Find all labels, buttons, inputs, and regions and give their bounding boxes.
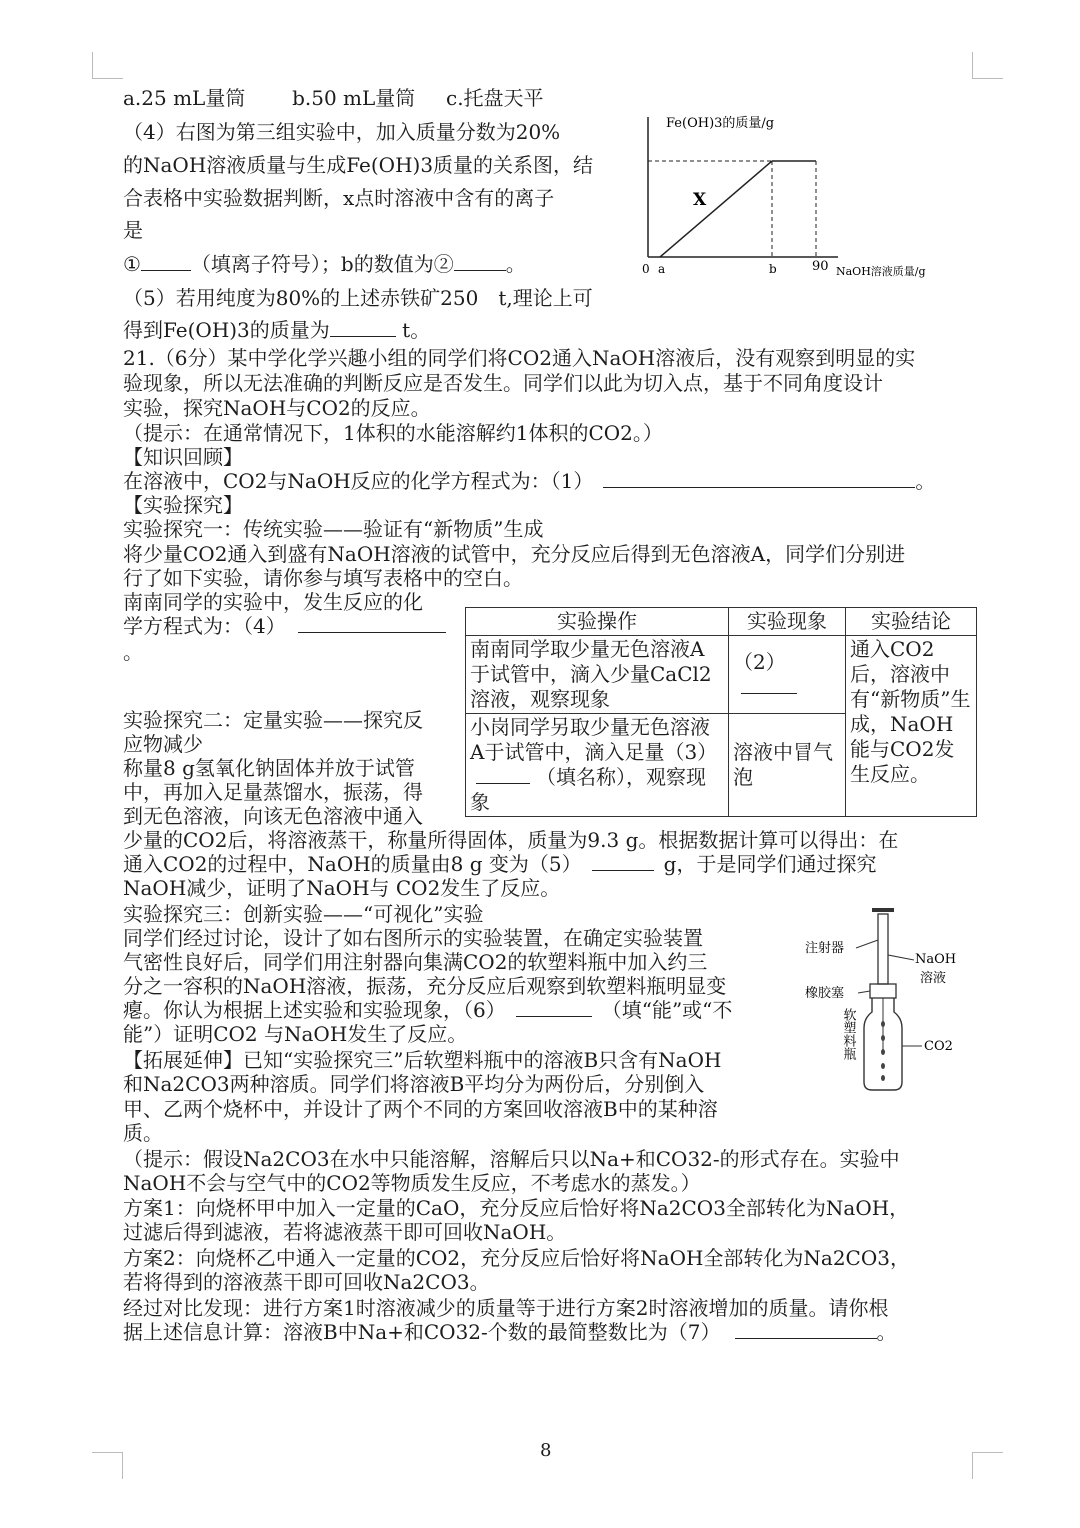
label-solution: 溶液 [920,971,947,986]
q4-line1: （4）右图为第三组实验中，加入质量分数为20% [123,120,561,144]
syringe-pointer [856,940,878,948]
header-phenomenon: 实验现象 [729,608,846,636]
exp2-text-end: g，于是同学们通过探究 [663,852,877,876]
syringe-plunger-top [872,908,894,912]
answer-blank-1[interactable] [141,252,191,271]
period: 。 [505,252,526,276]
nn-line2 [123,614,446,638]
point-x-label: X [693,190,707,210]
row2-op-text: 小岗同学另取少量无色溶液A于试管中，滴入足量（3） [470,715,718,764]
nn-line3: 。 [123,640,143,664]
tick-b: b [769,262,777,276]
stopper-pointer [858,991,870,993]
exp2-line7 [123,852,876,876]
q5-line2 [123,318,430,342]
blank-number-1: ① [123,252,141,276]
answer-blank-5[interactable] [592,852,654,871]
exp1-line2: 行了如下实验，请你参与填写表格中的空白。 [123,566,523,590]
row2-op-end: （填名称），观察现象 [470,765,706,814]
nn-text: 学方程式为：（4） [123,614,286,638]
q5-text: 得到Fe(OH)3的质量为 [123,318,330,342]
exp3-line4 [123,998,732,1022]
tick-0: 0 [642,262,650,276]
blank-number-2: （2） [733,649,786,674]
exp2-line3: 称量8 g氢氧化钠固体并放于试管 [123,756,415,780]
exp3-text-end: （填“能”或“不 [601,998,733,1022]
label-naoh: NaOH [915,952,957,967]
exp2-line5: 到无色溶液，向该无色溶液中通入 [123,804,423,828]
chart-xlabel: NaOH溶液质量/g [836,265,926,278]
fe-oh3-chart [630,105,960,285]
exp3-line3: 分之一容积的NaOH溶液，振荡，充分反应后观察到软塑料瓶明显变 [123,974,727,998]
period: 。 [876,1320,897,1344]
option-c: c.托盘天平 [446,86,544,110]
ext-line4: 质。 [123,1121,163,1145]
nn-line1: 南南同学的实验中，发生反应的化 [123,590,423,614]
naoh-pointer [888,955,914,960]
q4-line3: 合表格中实验数据判断，x点时溶液中含有的离子 [123,186,555,210]
conclusion-cell: 通入CO2后，溶液中有“新物质”生成，NaOH能与CO2发生反应。 [846,636,977,817]
plan1-line1: 方案1：向烧杯甲中加入一定量的CaO，充分反应后恰好将Na2CO3全部转化为NaOH， [123,1196,910,1220]
label-co2: CO2 [924,1039,953,1054]
exp2-line4: 中，再加入足量蒸馏水，振荡，得 [123,780,423,804]
tick-a: a [658,262,666,276]
q4-line5 [123,252,526,276]
corner-mark [972,1452,1003,1479]
exp2-line6: 少量的CO2后，将溶液蒸干，称量所得固体，质量为9.3 g。根据数据计算可以得出：在 [123,828,899,852]
answer-blank-4[interactable] [298,614,446,633]
option-b: b.50 mL量筒 [292,86,416,110]
q4-line4: 是 [123,218,143,242]
answer-blank-1-eq[interactable] [603,469,915,488]
experiment-table [465,607,977,817]
exp3-text: 瘪。你认为根据上述实验和实验现象，（6） [123,998,506,1022]
final-line2 [123,1320,897,1344]
q21-p2: 验现象，所以无法准确的判断反应是否发生。同学们以此为切入点，基于不同角度设计 [123,371,883,395]
period: 。 [915,469,936,493]
q5-line1: （5）若用纯度为80%的上述赤铁矿250 t,理论上可 [123,286,593,310]
answer-blank-2-table[interactable] [741,675,797,694]
row1-phenomenon [729,636,846,714]
answer-blank-q5[interactable] [330,318,396,337]
final-text: 据上述信息计算：溶液B中Na+和CO32-个数的最简整数比为（7） [123,1320,721,1344]
exp1-line1: 将少量CO2通入到盛有NaOH溶液的试管中，充分反应后得到无色溶液A，同学们分别进 [123,542,906,566]
plan1-line2: 过滤后得到滤液，若将滤液蒸干即可回收NaOH。 [123,1220,567,1244]
corner-mark [972,52,1003,79]
exp3-line2: 气密性良好后，同学们用注射器向集满CO2的软塑料瓶中加入约三 [123,950,708,974]
label-syringe: 注射器 [805,941,845,956]
hint2-line1: （提示：假设Na2CO3在水中只能溶解，溶解后只以Na+和CO32-的形式存在。实验中 [123,1147,900,1171]
exp2-line8: NaOH减少，证明了NaOH与 CO2发生了反应。 [123,876,561,900]
q21-p3: 实验，探究NaOH与CO2的反应。 [123,396,431,420]
plan2-line1: 方案2：向烧杯乙中通入一定量的CO2，充分反应后恰好将NaOH全部转化为Na2CO3， [123,1246,910,1270]
exp2-line1: 实验探究二：定量实验——探究反 [123,708,423,732]
row2-phenomenon: 溶液中冒气泡 [729,714,846,817]
row2-operation [466,714,729,817]
answer-blank-3[interactable] [476,765,530,784]
hint1: （提示：在通常情况下，1体积的水能溶解约1体积的CO2。） [123,421,663,445]
table-row [466,636,977,714]
hint2-line2: NaOH不会与空气中的CO2等物质发生反应，不考虑水的蒸发。） [123,1171,701,1195]
plan2-line2: 若将得到的溶液蒸干即可回收Na2CO3。 [123,1270,490,1294]
label-stopper: 橡胶塞 [805,986,845,1001]
ext-line1: 【拓展延伸】已知“实验探究三”后软塑料瓶中的溶液B只含有NaOH [123,1048,722,1072]
page-number: 8 [540,1440,552,1461]
syringe-barrel [878,914,888,984]
q21-p1: 21.（6分）某中学化学兴趣小组的同学们将CO2通入NaOH溶液后，没有观察到明显的实 [123,346,916,370]
review-text: 在溶液中，CO2与NaOH反应的化学方程式为：（1） [123,469,594,493]
option-a: a.25 mL量筒 [123,86,246,110]
options-line [123,86,544,110]
review-title: 【知识回顾】 [123,445,243,469]
header-operation: 实验操作 [466,608,729,636]
answer-blank-2[interactable] [454,252,506,271]
apparatus-figure [800,900,970,1100]
review-line [123,469,935,493]
corner-mark [92,1452,123,1479]
q4-line5-text: （填离子符号）；b的数值为② [190,252,454,276]
tick-90: 90 [812,259,829,274]
exp3-title: 实验探究三：创新实验——“可视化”实验 [123,902,484,926]
exp3-line5: 能”）证明CO2 与NaOH发生了反应。 [123,1022,468,1046]
exp2-line2: 应物减少 [123,732,203,756]
rubber-stopper [870,984,896,998]
ext-line2: 和Na2CO3两种溶质。同学们将溶液B平均分为两份后，分别倒入 [123,1072,705,1096]
exp3-line1: 同学们经过讨论，设计了如右图所示的实验装置，在确定实验装置 [123,926,703,950]
q4-line2: 的NaOH溶液质量与生成Fe(OH)3质量的关系图，结 [123,153,594,177]
chart-ylabel: Fe(OH)3的质量/g [666,116,775,131]
header-conclusion: 实验结论 [846,608,977,636]
label-bottle: 软塑料瓶 [840,1008,856,1060]
answer-blank-6[interactable] [516,998,592,1017]
exp1-title: 实验探究一：传统实验——验证有“新物质”生成 [123,517,544,541]
rising-line [660,161,772,257]
row1-operation: 南南同学取少量无色溶液A于试管中，滴入少量CaCl2溶液，观察现象 [466,636,729,714]
table-header-row [466,608,977,636]
answer-blank-7[interactable] [735,1320,877,1339]
corner-mark [92,52,123,79]
exp2-text: 通入CO2的过程中，NaOH的质量由8 g 变为（5） [123,852,582,876]
final-line1: 经过对比发现：进行方案1时溶液减少的质量等于进行方案2时溶液增加的质量。请你根 [123,1296,889,1320]
q5-unit: t。 [402,318,431,342]
explore-title: 【实验探究】 [123,493,243,517]
ext-line3: 甲、乙两个烧杯中，并设计了两个不同的方案回收溶液B中的某种溶 [123,1097,718,1121]
